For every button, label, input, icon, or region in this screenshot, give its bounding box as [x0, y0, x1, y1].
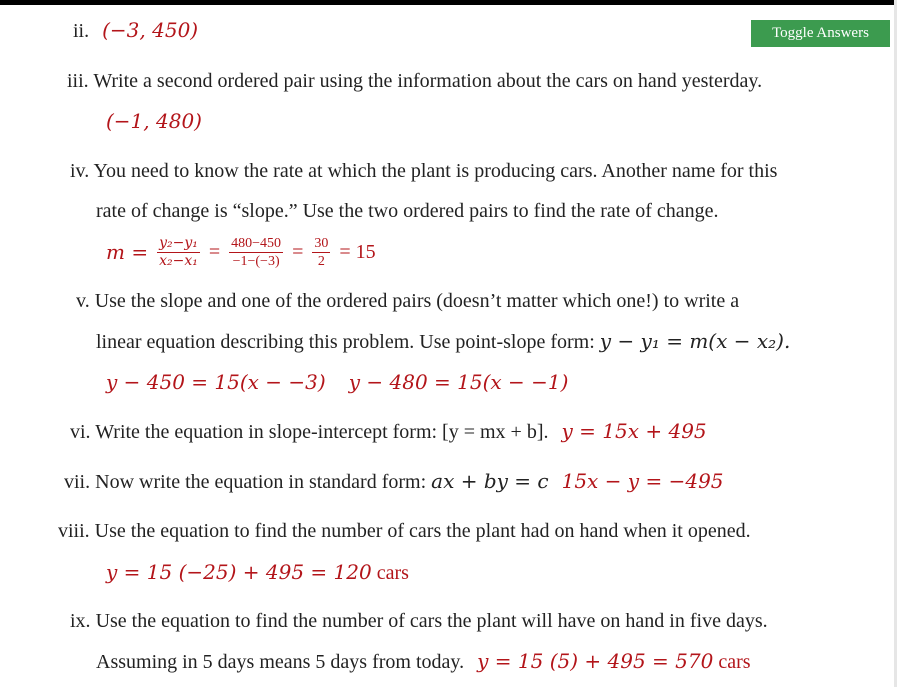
item-iv — [70, 158, 777, 184]
question-text: Use the equation to find the number of cars the plant had on hand when it opened. — [94, 520, 751, 542]
item-viii-answer — [106, 559, 409, 586]
item-number: ix. — [70, 610, 91, 632]
fraction-denominator: −1−(−3) — [232, 253, 280, 269]
question-text: linear equation describing this problem. Use point-slope form: — [96, 331, 595, 353]
fraction-numerator: 30 — [314, 235, 329, 251]
item-number: viii. — [58, 520, 90, 542]
fraction-denominator: x₂−x₁ — [159, 252, 198, 269]
standard-form-formula: ax + by = c — [431, 469, 549, 493]
question-text: Use the slope and one of the ordered pairs (doesn’t matter which one!) to write a — [94, 290, 740, 312]
item-ii — [73, 17, 198, 44]
item-number: iv. — [70, 160, 90, 182]
equals-sign: = — [208, 241, 221, 264]
question-text: Write the equation in slope-intercept form: [y = mx + b]. — [95, 421, 549, 443]
item-number: vi. — [70, 421, 91, 443]
question-text: Assuming in 5 days means 5 days from today. — [96, 651, 465, 673]
question-text: Write a second ordered pair using the information about the cars on hand yesterday. — [93, 70, 763, 92]
top-bar — [0, 0, 897, 5]
fraction-numerator: 480−450 — [231, 235, 282, 251]
item-v-line2 — [96, 328, 790, 355]
toggle-answers-button[interactable]: Toggle Answers — [751, 20, 890, 47]
answer-equation: y = 15 (5) + 495 = 570 — [477, 649, 714, 673]
item-v — [76, 288, 739, 314]
answer-unit: cars — [376, 562, 409, 584]
item-viii — [58, 518, 751, 544]
answer-equation: y = 15 (−25) + 495 = 120 — [106, 560, 372, 584]
answer-equation-1: y − 450 = 15(x − −3) — [106, 370, 326, 394]
item-vii — [64, 468, 724, 495]
item-iii — [67, 68, 762, 94]
fraction-denominator: 2 — [317, 253, 325, 269]
answer-unit: cars — [718, 651, 751, 673]
values-fraction — [229, 236, 283, 269]
result-fraction — [312, 236, 330, 269]
answer-text: (−1, 480) — [106, 109, 202, 133]
point-slope-formula: y − y₁ = m(x − x₂). — [599, 329, 791, 353]
item-iv-answer — [106, 234, 376, 269]
item-vi — [70, 418, 707, 445]
slope-formula-fraction — [157, 236, 200, 269]
answer-text: 15x − y = −495 — [561, 469, 724, 493]
answer-text: y = 15x + 495 — [561, 419, 707, 443]
answer-lhs: m = — [106, 240, 149, 265]
question-text: Now write the equation in standard form: — [95, 471, 427, 493]
question-text: Use the equation to find the number of cars the plant will have on hand in five days. — [95, 610, 768, 632]
item-ix-line2 — [96, 648, 751, 675]
question-text: You need to know the rate at which the plant is producing cars. Another name for this — [93, 160, 778, 182]
item-number: v. — [76, 290, 90, 312]
item-v-answer — [106, 369, 568, 396]
slope-result: = 15 — [339, 241, 376, 264]
answer-equation-2: y − 480 = 15(x − −1) — [348, 370, 569, 394]
answer-text: (−3, 450) — [102, 18, 199, 42]
equals-sign: = — [292, 241, 304, 264]
item-iii-answer — [106, 108, 202, 135]
item-iv-line2 — [96, 198, 719, 224]
item-number: iii. — [67, 70, 89, 92]
item-ix — [70, 608, 768, 634]
item-number: ii. — [73, 20, 90, 42]
item-number: vii. — [64, 471, 91, 493]
question-text: rate of change is “slope.” Use the two ordered pairs to find the rate of change. — [96, 200, 719, 222]
fraction-numerator: y₂−y₁ — [159, 234, 198, 251]
